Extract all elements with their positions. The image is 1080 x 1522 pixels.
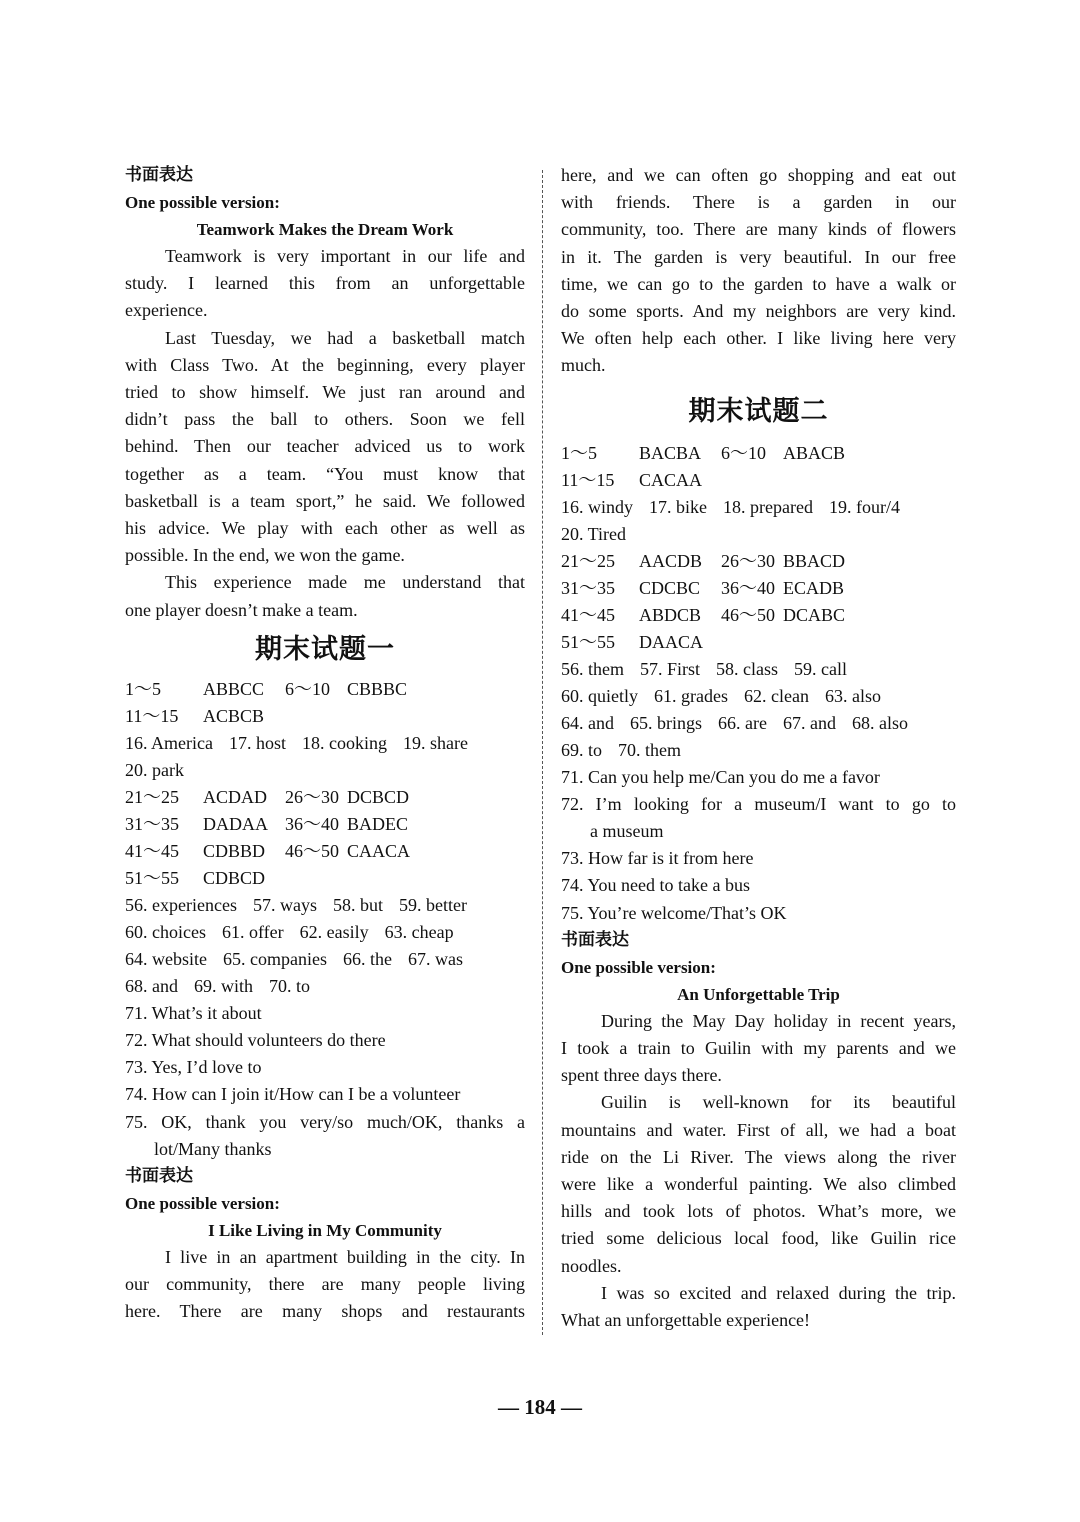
answer-cell: 11～15: [561, 469, 615, 490]
answer-row: [561, 629, 956, 656]
version-label: One possible version:: [125, 193, 280, 212]
column-divider: [542, 170, 543, 1335]
answer-grid: [125, 676, 525, 1000]
answer-cell: 66. are: [718, 712, 767, 733]
answer-cell: 16. windy: [561, 496, 633, 517]
answer-cell: 70. them: [618, 739, 682, 760]
left-column: [125, 162, 525, 1326]
answer-sentence: 74. How can I join it/How can I be a volunteer: [125, 1084, 461, 1105]
answer-cell: ABBCC: [203, 678, 265, 699]
answer-row: [125, 892, 525, 919]
answer-cell: 59. better: [398, 894, 467, 915]
answer-cell: 65. brings: [630, 712, 702, 733]
answer-sentence: 74. You need to take a bus: [561, 875, 750, 896]
answer-cell: CDBCD: [203, 867, 266, 888]
answer-cell: 63. also: [824, 685, 881, 706]
text-line: ride on the Li River. The views along the river: [561, 1146, 956, 1167]
text-line: During the May Day holiday in recent years,: [601, 1010, 956, 1031]
answer-row: [125, 730, 525, 757]
answer-cell: CDBBD: [203, 840, 266, 861]
answer-cell: 26～30: [721, 550, 775, 571]
text-line: hills and took lots of photos. What’s more, we: [561, 1201, 956, 1222]
text-line: basketball is a team sport,” he said. We followed: [125, 490, 525, 511]
answer-row: [125, 757, 525, 784]
answer-row: [125, 676, 525, 703]
text-line: This experience made me understand that: [165, 572, 525, 593]
answer-cell: 65. companies: [222, 948, 327, 969]
answer-sentence: 75. OK, thank you very/so much/OK, thanks a: [125, 1111, 525, 1132]
answer-cell: 51～55: [125, 867, 179, 888]
answer-cell: 41～45: [561, 604, 615, 625]
text-line: together as a team. “You must know that: [125, 463, 525, 484]
text-line: much.: [561, 355, 606, 376]
text-line: I live in an apartment building in the city. In: [165, 1247, 525, 1268]
answer-cell: ABDCB: [639, 604, 702, 625]
essay-title: I Like Living in My Community: [208, 1221, 442, 1241]
answer-cell: ACBCB: [203, 705, 265, 726]
answer-cell: 56. experiences: [125, 894, 237, 915]
answer-cell: 26～30: [285, 786, 339, 807]
text-line: experience.: [125, 300, 208, 321]
answer-cell: 70. to: [269, 975, 311, 996]
text-line: What an unforgettable experience!: [561, 1310, 811, 1331]
answer-row: [561, 440, 956, 467]
answer-cell: 56. them: [561, 658, 624, 679]
answer-cell: 19. four/4: [828, 496, 900, 517]
answer-cell: BBACD: [783, 550, 846, 571]
answer-cell: 61. grades: [654, 685, 728, 706]
text-line: here. There are many shops and restaurants: [125, 1301, 525, 1322]
answer-row: [125, 811, 525, 838]
text-line: our community, there are many people living: [125, 1274, 525, 1295]
answer-cell: DADAA: [203, 813, 268, 834]
text-line: spent three days there.: [561, 1065, 722, 1086]
answer-cell: BACBA: [639, 442, 702, 463]
answer-cell: DAACA: [639, 631, 704, 652]
text-line: with friends. There is a garden in our: [561, 192, 956, 213]
answer-row: [561, 737, 956, 764]
answer-sentence: 73. Yes, I’d love to: [125, 1057, 262, 1078]
answer-row: [125, 784, 525, 811]
answer-cell: 36～40: [721, 577, 775, 598]
text-line: I was so excited and relaxed during the trip.: [601, 1282, 956, 1303]
answer-cell: AACDB: [639, 550, 703, 571]
text-line: here, and we can often go shopping and eat out: [561, 165, 956, 185]
answer-sentence: 75. You’re welcome/That’s OK: [561, 902, 787, 923]
text-line: tried to show himself. We just ran around and: [125, 382, 525, 403]
answer-row: [125, 973, 525, 1000]
answer-grid: [561, 440, 956, 764]
text-line: community, too. There are many kinds of flowers: [561, 219, 956, 240]
answer-row: [125, 865, 525, 892]
text-line: study. I learned this from an unforgettable: [125, 273, 525, 294]
answer-cell: 17. bike: [649, 496, 707, 517]
answer-cell: 21～25: [125, 786, 179, 807]
answer-cell: 58. but: [332, 894, 383, 915]
answer-cell: 69. to: [561, 739, 603, 760]
writing-label: 书面表达: [561, 929, 629, 950]
answer-cell: 57. ways: [252, 894, 317, 915]
answer-cell: 69. with: [194, 975, 254, 996]
answer-cell: 46～50: [285, 840, 339, 861]
essay-title: An Unforgettable Trip: [677, 984, 840, 1004]
answer-cell: 66. the: [342, 948, 392, 969]
answer-row: [125, 838, 525, 865]
answer-cell: 62. clean: [743, 685, 809, 706]
answer-cell: ACDAD: [203, 786, 268, 807]
answer-cell: 57. First: [640, 658, 701, 679]
answer-cell: 6～10: [285, 678, 330, 699]
answer-sentence: 71. What’s it about: [125, 1002, 262, 1023]
answer-cell: 31～35: [561, 577, 615, 598]
answer-cell: 11～15: [125, 705, 179, 726]
answer-sentence: 72. I’m looking for a museum/I want to go to: [561, 793, 956, 814]
essay-body: [125, 1244, 525, 1326]
essay-body: [561, 162, 956, 380]
text-line: didn’t pass the ball to others. Soon we fell: [125, 409, 525, 430]
text-line: mountains and water. First of all, we had a boat: [561, 1119, 956, 1140]
text-line: were like a wonderful painting. We also climbed: [561, 1174, 956, 1195]
essay-body: [561, 1008, 956, 1334]
answer-row: [561, 521, 956, 548]
answer-cell: CDCBC: [639, 577, 701, 598]
version-label: One possible version:: [561, 957, 716, 977]
exam-title: 期末试题一: [255, 633, 395, 665]
answer-cell: 64. and: [561, 712, 614, 733]
text-line: one player doesn’t make a team.: [125, 599, 358, 620]
answer-cell: 41～45: [125, 840, 179, 861]
text-line: Last Tuesday, we had a basketball match: [165, 327, 525, 348]
answer-sentence: 71. Can you help me/Can you do me a favor: [561, 766, 880, 787]
answer-row: [561, 683, 956, 710]
answer-row: [561, 467, 956, 494]
text-line: behind. Then our teacher adviced us to work: [125, 436, 525, 457]
answer-cell: 59. call: [794, 658, 847, 679]
essay-body: [125, 243, 525, 624]
answer-row: [561, 656, 956, 683]
answer-cell: DCABC: [783, 604, 846, 625]
answer-cell: 16. America: [125, 732, 213, 753]
answer-cell: BADEC: [347, 813, 409, 834]
answer-cell: 58. class: [716, 658, 779, 679]
answer-row: [561, 494, 956, 521]
text-line: noodles.: [561, 1255, 622, 1276]
answer-sentence: a museum: [590, 821, 664, 842]
answer-cell: 31～35: [125, 813, 179, 834]
writing-label: 书面表达: [125, 1166, 193, 1187]
answer-cell: 63. cheap: [384, 921, 454, 942]
answer-row: [561, 710, 956, 737]
text-line: We often help each other. I like living here very: [561, 328, 956, 349]
answer-row: [125, 946, 525, 973]
page-number: — 184 —: [498, 1395, 582, 1419]
answer-cell: 18. prepared: [723, 496, 813, 517]
answer-sentence: lot/Many thanks: [154, 1138, 272, 1159]
text-line: tried some delicious local food, like Guilin rice: [561, 1228, 956, 1249]
answer-cell: 20. Tired: [561, 523, 627, 544]
answer-cell: DCBCD: [347, 786, 410, 807]
answer-cell: 60. choices: [125, 921, 206, 942]
answer-cell: 62. easily: [299, 921, 369, 942]
writing-label: 书面表达: [125, 165, 193, 185]
answer-cell: 20. park: [125, 759, 184, 780]
answer-sentence: 73. How far is it from here: [561, 848, 754, 869]
answer-row: [125, 919, 525, 946]
answer-cell: 1～5: [125, 678, 161, 699]
answer-cell: 17. host: [228, 732, 286, 753]
answer-row: [561, 548, 956, 575]
answer-cell: 6～10: [721, 442, 766, 463]
answer-cell: ECADB: [783, 577, 845, 598]
answer-cell: 67. and: [782, 712, 836, 733]
exam-title: 期末试题二: [688, 395, 829, 427]
text-line: Teamwork is very important in our life and: [165, 246, 525, 266]
text-line: his advice. We play with each other as well as: [125, 518, 525, 539]
answer-cell: 61. offer: [221, 921, 284, 942]
answer-row: [561, 575, 956, 602]
answer-sentences: [125, 1000, 525, 1163]
text-line: with Class Two. At the beginning, every player: [125, 354, 525, 375]
version-label: One possible version:: [125, 1194, 280, 1214]
text-line: Guilin is well-known for its beautiful: [601, 1092, 956, 1113]
answer-cell: 18. cooking: [302, 732, 387, 753]
answer-cell: 60. quietly: [561, 685, 638, 706]
answer-cell: 64. website: [125, 948, 207, 969]
text-line: time, we can go to the garden to have a walk or: [561, 273, 956, 294]
answer-cell: CBBBC: [347, 678, 408, 699]
answer-row: [125, 703, 525, 730]
right-column: [561, 162, 956, 1334]
answer-cell: CAACA: [347, 840, 411, 861]
answer-cell: ABACB: [783, 442, 846, 463]
text-line: in it. The garden is very beautiful. In our free: [561, 246, 956, 267]
essay-title: Teamwork Makes the Dream Work: [196, 220, 454, 239]
answer-sentences: [561, 764, 956, 927]
answer-cell: 67. was: [407, 948, 463, 969]
answer-sentence: 72. What should volunteers do there: [125, 1030, 386, 1051]
answer-row: [561, 602, 956, 629]
answer-cell: 46～50: [721, 604, 775, 625]
answer-cell: CACAA: [639, 469, 703, 490]
answer-cell: 1～5: [561, 442, 597, 463]
text-line: do some sports. And my neighbors are very kind.: [561, 301, 956, 322]
answer-cell: 36～40: [285, 813, 339, 834]
text-line: possible. In the end, we won the game.: [125, 545, 405, 566]
answer-cell: 21～25: [561, 550, 615, 571]
answer-cell: 68. and: [125, 975, 178, 996]
answer-cell: 68. also: [851, 712, 908, 733]
answer-cell: 19. share: [403, 732, 468, 753]
text-line: I took a train to Guilin with my parents and we: [561, 1038, 956, 1059]
answer-cell: 51～55: [561, 631, 615, 652]
